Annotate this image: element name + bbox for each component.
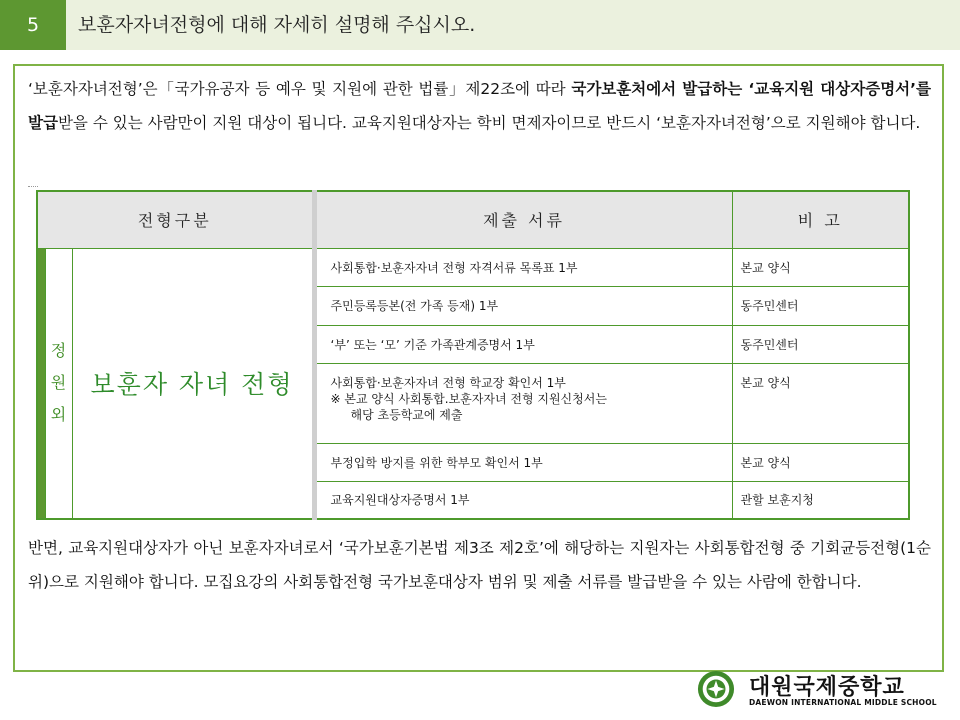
remark-cell: 동주민센터: [732, 325, 909, 363]
intro-text-2: 받을 수 있는 사람만이 지원 대상이 됩니다. 교육지원대상자는 학비 면제자이므로 반드시 ‘보훈자자녀전형’으로 지원해야 합니다.: [57, 114, 921, 132]
document-cell: 사회통합·보훈자자녀 전형 자격서류 목록표 1부: [314, 248, 732, 286]
track-name: 보훈자 자녀 전형: [72, 248, 314, 519]
header-remarks: 비 고: [732, 191, 909, 248]
slide-number: 5: [0, 0, 66, 50]
document-cell: 교육지원대상자증명서 1부: [314, 481, 732, 519]
header-documents: 제출 서류: [314, 191, 732, 248]
category-char: 정: [50, 341, 67, 361]
documents-table: [36, 190, 910, 520]
followup-paragraph: 반면, 교육지원대상자가 아닌 보훈자자녀로서 ‘국가보훈기본법 제3조 제2호’에 해당하는 지원자는 사회통합전형 중 기회균등전형(1순위)으로 지원해야 합니다. 모집요강의 사회통합전형 국가보훈대상자 범위 및 제출 서류를 발급받을 수 있는 사람에 한합니다.: [28, 539, 931, 591]
slide-title: 보훈자자녀전형에 대해 자세히 설명해 주십시오.: [78, 14, 476, 36]
document-footnote: ※ 본교 양식 사회통합.보훈자자녀 전형 지원신청서는: [330, 391, 607, 406]
school-name-english: DAEWON INTERNATIONAL MIDDLE SCHOOL: [749, 698, 937, 707]
document-text: 사회통합·보훈자자녀 전형 학교장 확인서 1부: [330, 375, 566, 390]
document-cell: 주민등록등본(전 가족 등재) 1부: [314, 286, 732, 325]
school-logo: [697, 668, 937, 712]
school-emblem-icon: [697, 670, 735, 708]
header-track: 전형구분: [37, 191, 314, 248]
table-header-row: [37, 191, 909, 248]
category-char: 외: [50, 405, 67, 425]
document-cell: ‘부’ 또는 ‘모’ 기준 가족관계증명서 1부: [314, 325, 732, 363]
intro-bold-text: 국가보훈처에서 발급하는 ‘교육지원 대상자증명서’를 발급: [28, 80, 931, 132]
document-footnote: 해당 초등학교에 제출: [350, 407, 463, 422]
remark-cell: 본교 양식: [732, 443, 909, 481]
green-accent-bar: [37, 248, 45, 519]
intro-text-1: ‘보훈자자녀전형’은「국가유공자 등 예우 및 지원에 관한 법률」제22조에 따라: [28, 80, 572, 98]
remark-cell: 본교 양식: [732, 363, 909, 443]
dotted-divider: [28, 186, 38, 188]
slide-header: [0, 0, 960, 50]
remark-cell: 본교 양식: [732, 248, 909, 286]
table-row: [37, 248, 909, 286]
document-cell: 부정입학 방지를 위한 학부모 확인서 1부: [314, 443, 732, 481]
content-box: [13, 64, 944, 672]
intro-paragraph: [28, 72, 931, 140]
remark-cell: 동주민센터: [732, 286, 909, 325]
document-cell: [314, 363, 732, 443]
remark-cell: 관할 보훈지청: [732, 481, 909, 519]
category-char: 원: [50, 373, 67, 393]
category-cell: [45, 248, 72, 519]
school-name: 대원국제중학교: [749, 675, 905, 700]
